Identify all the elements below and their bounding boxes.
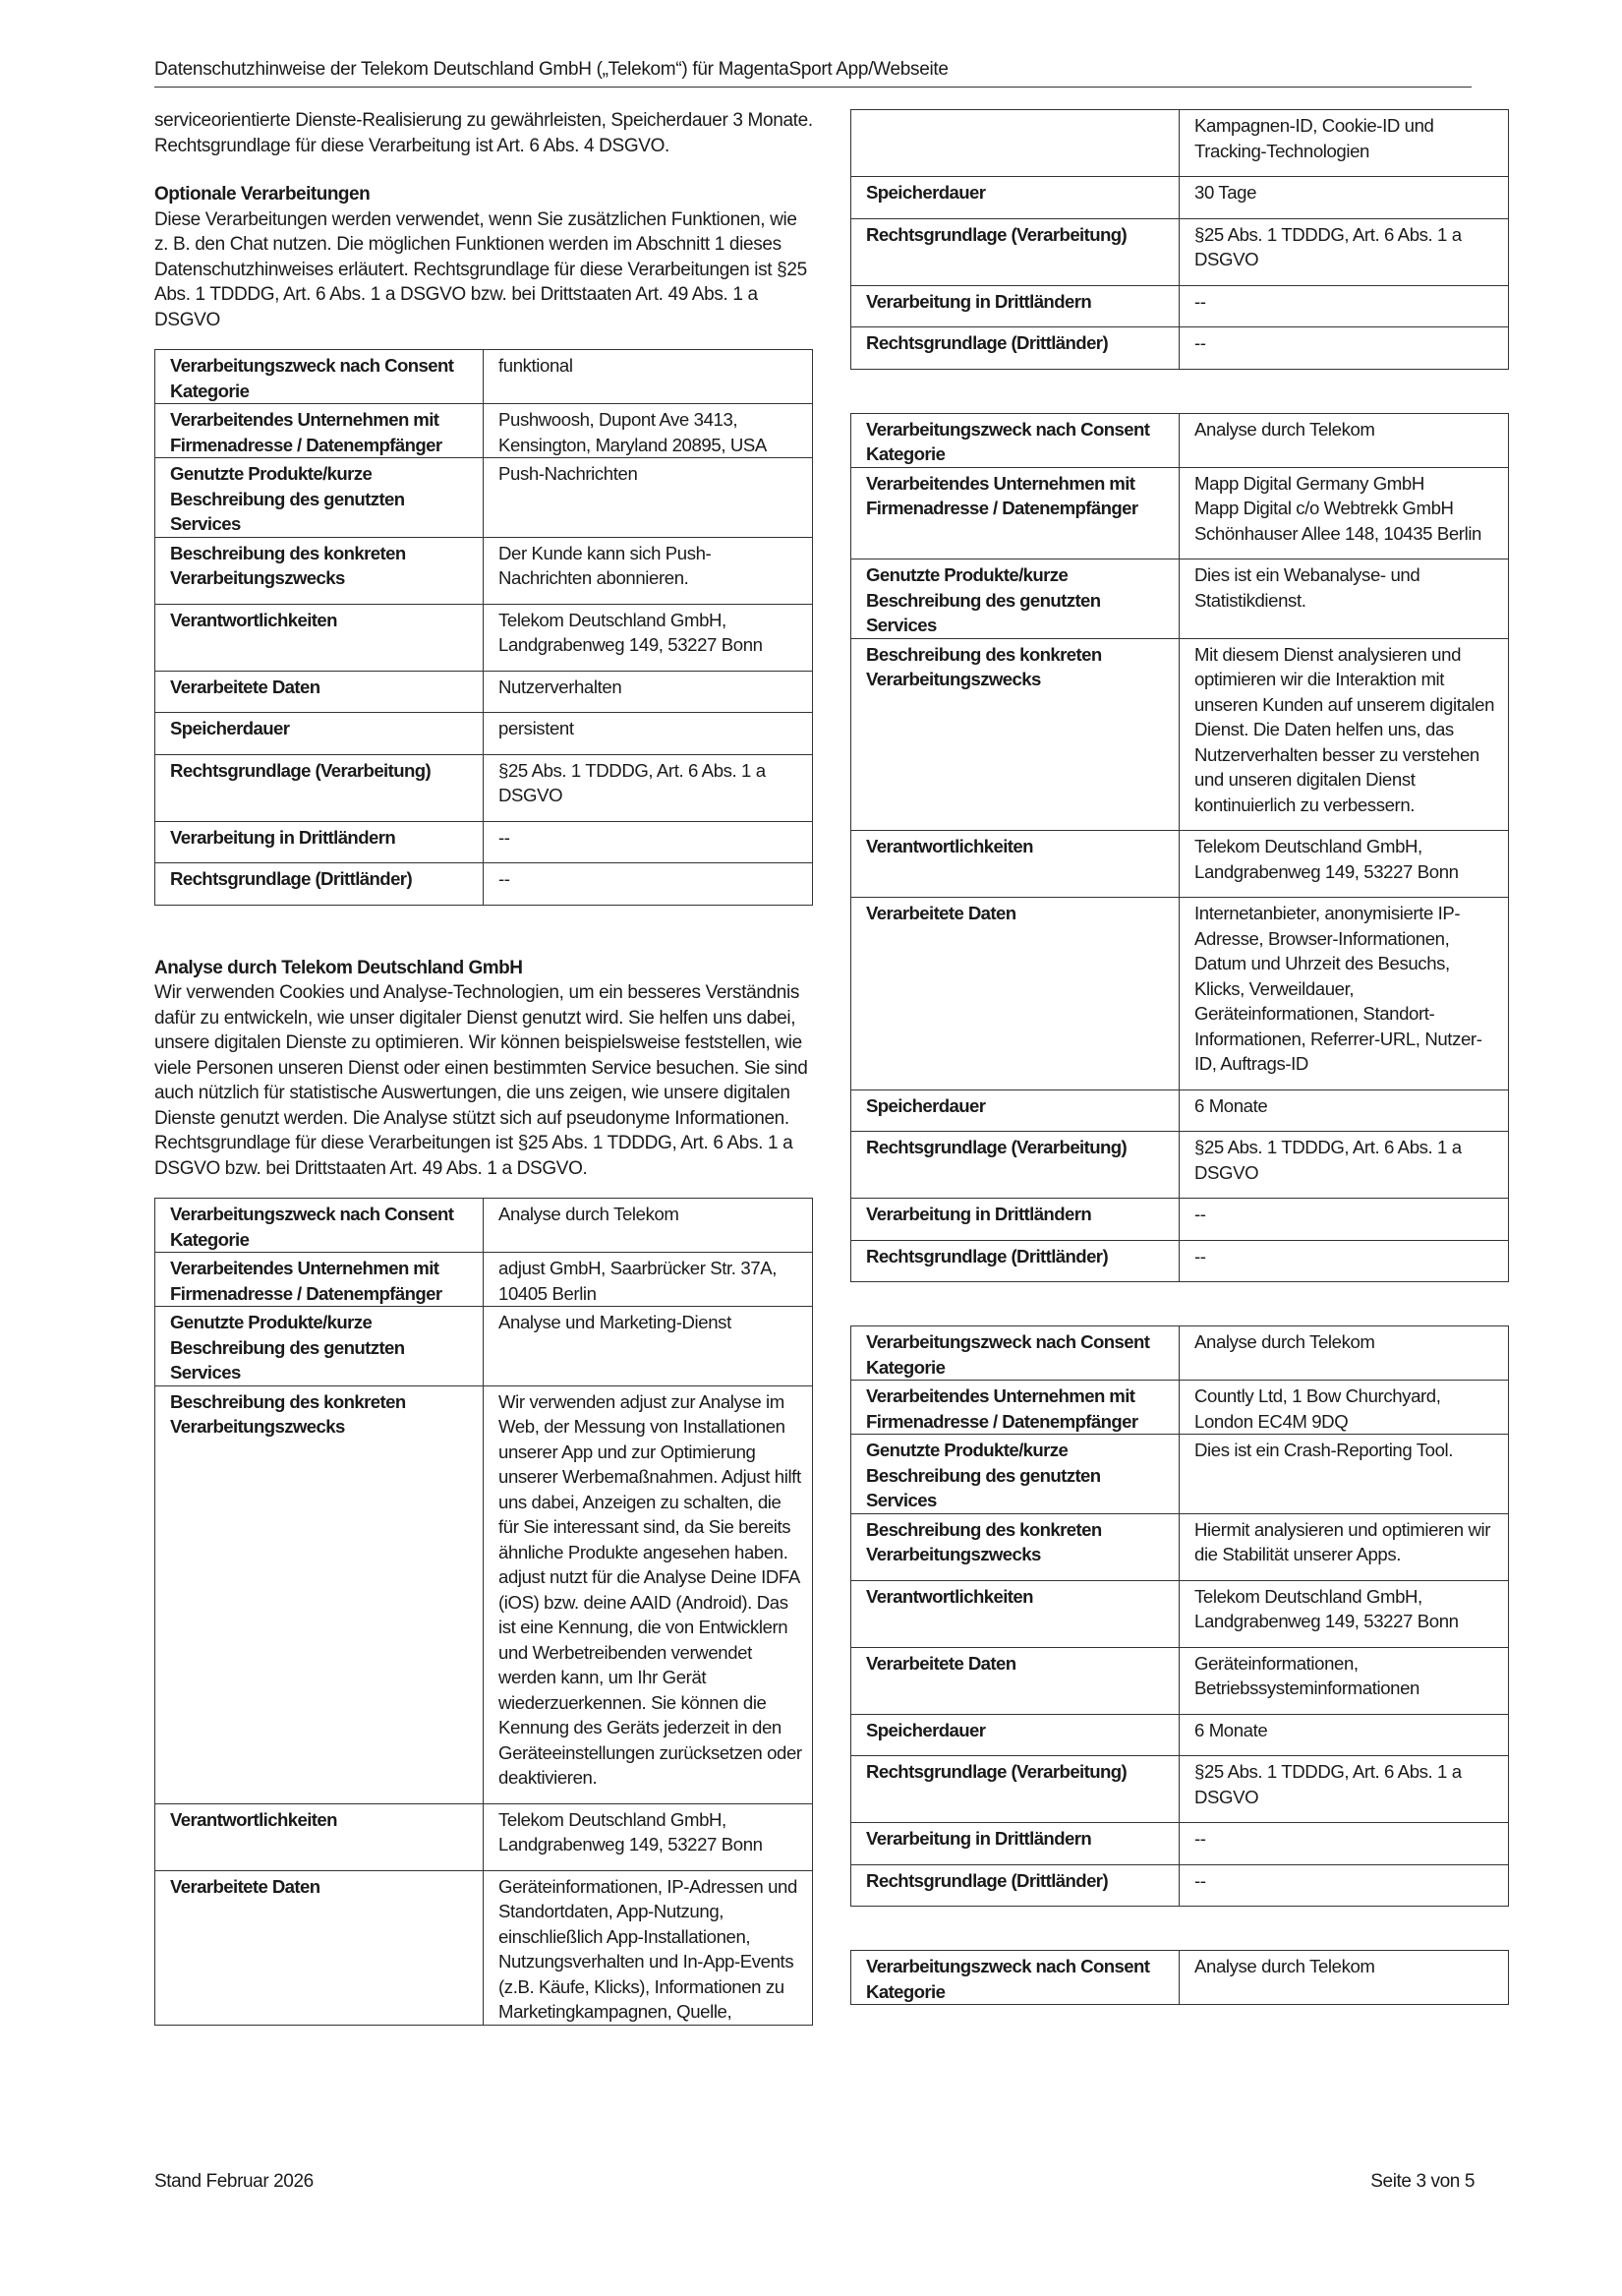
section-heading-analyse: Analyse durch Telekom Deutschland GmbH	[154, 957, 523, 978]
row-label: Verantwortlichkeiten	[155, 604, 484, 671]
row-label: Genutzte Produkte/kurze Beschreibung des genutzten Services	[851, 1435, 1180, 1514]
row-label: Verarbeitungszweck nach Consent Kategorie	[155, 350, 484, 404]
intro-paragraph: serviceorientierte Dienste-Realisierung zu gewährleisten, Speicherdauer 3 Monate. Rechtsgrundlage für diese Verarbeitung ist Art. 6 Abs. 4 DSGVO.	[154, 110, 813, 156]
footer-page-number: Seite 3 von 5	[1370, 2171, 1475, 2192]
table-row	[851, 898, 1509, 1090]
document-title: Datenschutzhinweise der Telekom Deutschland GmbH („Telekom“) für MagentaSport App/Webseite	[154, 59, 949, 80]
section-heading-optional: Optionale Verarbeitungen	[154, 184, 371, 205]
row-label: Rechtsgrundlage (Verarbeitung)	[155, 754, 484, 821]
table-row	[155, 754, 813, 821]
table-next	[850, 1950, 1509, 2005]
row-value: Analyse durch Telekom	[484, 1199, 813, 1253]
row-value: Analyse und Marketing-Dienst	[484, 1307, 813, 1386]
row-label: Beschreibung des konkreten Verarbeitungszwecks	[155, 1385, 484, 1803]
table-row	[851, 327, 1509, 370]
row-label: Genutzte Produkte/kurze Beschreibung des genutzten Services	[155, 458, 484, 538]
table-row	[155, 350, 813, 404]
table-row	[851, 638, 1509, 831]
row-value: 6 Monate	[1180, 1714, 1509, 1756]
analyse-paragraph: Wir verwenden Cookies und Analyse-Technologien, um ein besseres Verständnis dafür zu entwickeln, wie unser digitaler Dienst genutzt wird. Sie helfen uns dabei, unsere digitalen Dienste zu optimieren. Wir können beispielsweise feststellen, wie viele Personen unseren Dienst oder einen bestimmten Service besuchen. Sie sind auch nützlich für statistische Auswertungen, die uns zeigen, wie unsere digitalen Dienste genutzt werden. Die Analyse stützt sich auf pseudonyme Informationen. Rechtsgrundlage für diese Verarbeitungen ist §25 Abs. 1 TDDDG, Art. 6 Abs. 1 a DSGVO bzw. bei Drittstaaten Art. 49 Abs. 1 a DSGVO.	[154, 982, 808, 1179]
table-row	[851, 1326, 1509, 1381]
row-label: Verarbeitungszweck nach Consent Kategorie	[155, 1199, 484, 1253]
row-label: Rechtsgrundlage (Drittländer)	[851, 1240, 1180, 1282]
table-row	[155, 1803, 813, 1870]
row-value: 6 Monate	[1180, 1089, 1509, 1132]
row-value: Telekom Deutschland GmbH, Landgrabenweg 149, 53227 Bonn	[484, 604, 813, 671]
row-label: Verarbeitungszweck nach Consent Kategorie	[851, 1951, 1180, 2005]
row-value: Countly Ltd, 1 Bow Churchyard, London EC4M 9DQ	[1180, 1381, 1509, 1435]
row-label: Verarbeitendes Unternehmen mit Firmenadresse / Datenempfänger	[155, 1253, 484, 1307]
table-row	[851, 1647, 1509, 1714]
table-adjust-continued	[850, 109, 1509, 370]
row-label: Speicherdauer	[851, 177, 1180, 219]
row-value: Dies ist ein Crash-Reporting Tool.	[1180, 1435, 1509, 1514]
row-value: --	[1180, 1864, 1509, 1907]
row-label: Verarbeitendes Unternehmen mit Firmenadresse / Datenempfänger	[851, 467, 1180, 559]
table-row	[851, 1513, 1509, 1580]
row-label: Verarbeitete Daten	[155, 671, 484, 713]
row-label: Rechtsgrundlage (Drittländer)	[851, 327, 1180, 370]
row-label: Verarbeitete Daten	[155, 1870, 484, 2025]
table-row	[851, 467, 1509, 559]
row-value: persistent	[484, 713, 813, 755]
row-value: Telekom Deutschland GmbH, Landgrabenweg 149, 53227 Bonn	[1180, 1580, 1509, 1647]
row-label: Genutzte Produkte/kurze Beschreibung des genutzten Services	[155, 1307, 484, 1386]
table-row	[155, 604, 813, 671]
table-row	[155, 1199, 813, 1253]
table-row	[851, 177, 1509, 219]
row-label: Rechtsgrundlage (Verarbeitung)	[851, 1756, 1180, 1823]
row-value: Push-Nachrichten	[484, 458, 813, 538]
row-label: Genutzte Produkte/kurze Beschreibung des genutzten Services	[851, 559, 1180, 639]
row-label: Beschreibung des konkreten Verarbeitungszwecks	[155, 537, 484, 604]
row-label: Verarbeitung in Drittländern	[851, 1199, 1180, 1241]
row-label: Speicherdauer	[851, 1089, 1180, 1132]
table-row	[851, 1864, 1509, 1907]
row-value: Mit diesem Dienst analysieren und optimieren wir die Interaktion mit unseren Kunden auf unserem digitalen Dienst. Die Daten helfen uns, das Nutzerverhalten besser zu verstehen und unseren digitalen Dienst kontinuierlich zu verbessern.	[1180, 638, 1509, 831]
table-mapp	[850, 413, 1509, 1283]
row-value: --	[1180, 327, 1509, 370]
row-label: Verarbeitete Daten	[851, 898, 1180, 1090]
row-value: --	[484, 863, 813, 906]
table-row	[155, 1870, 813, 2025]
row-label: Verarbeitung in Drittländern	[155, 821, 484, 863]
row-value: --	[1180, 285, 1509, 327]
row-value: Pushwoosh, Dupont Ave 3413, Kensington, Maryland 20895, USA	[484, 404, 813, 458]
table-row	[851, 110, 1509, 177]
table-row	[851, 1951, 1509, 2005]
table-row	[155, 863, 813, 906]
row-value: Analyse durch Telekom	[1180, 1326, 1509, 1381]
table-row	[155, 404, 813, 458]
row-value: Mapp Digital Germany GmbH Mapp Digital c/o Webtrekk GmbH Schönhauser Allee 148, 10435 Berlin	[1180, 467, 1509, 559]
table-row	[851, 1089, 1509, 1132]
row-label: Beschreibung des konkreten Verarbeitungszwecks	[851, 1513, 1180, 1580]
row-value: Internetanbieter, anonymisierte IP-Adresse, Browser-Informationen, Datum und Uhrzeit des Besuchs, Klicks, Verweildauer, Geräteinformationen, Standort-Informationen, Referrer-URL, Nutzer-ID, Auftrags-ID	[1180, 898, 1509, 1090]
table-row	[851, 1756, 1509, 1823]
table-row	[155, 1307, 813, 1386]
table-row	[851, 831, 1509, 898]
table-row	[851, 218, 1509, 285]
row-label: Speicherdauer	[155, 713, 484, 755]
table-row	[851, 285, 1509, 327]
row-value: Geräteinformationen, IP-Adressen und Standortdaten, App-Nutzung, einschließlich App-Installationen, Nutzungsverhalten und In-App-Events (z.B. Käufe, Klicks), Informationen zu Marketingkampagnen, Quelle,	[484, 1870, 813, 2025]
table-row	[851, 413, 1509, 467]
row-label: Verarbeitungszweck nach Consent Kategorie	[851, 1326, 1180, 1381]
row-value: §25 Abs. 1 TDDDG, Art. 6 Abs. 1 a DSGVO	[1180, 218, 1509, 285]
row-label	[851, 110, 1180, 177]
row-value: --	[1180, 1199, 1509, 1241]
row-value: Der Kunde kann sich Push-Nachrichten abonnieren.	[484, 537, 813, 604]
table-adjust	[154, 1198, 813, 2026]
row-label: Verarbeitendes Unternehmen mit Firmenadresse / Datenempfänger	[155, 404, 484, 458]
row-value: Hiermit analysieren und optimieren wir die Stabilität unserer Apps.	[1180, 1513, 1509, 1580]
table-row	[851, 1714, 1509, 1756]
row-label: Speicherdauer	[851, 1714, 1180, 1756]
row-value: Dies ist ein Webanalyse- und Statistikdienst.	[1180, 559, 1509, 639]
row-label: Beschreibung des konkreten Verarbeitungszwecks	[851, 638, 1180, 831]
row-value: Telekom Deutschland GmbH, Landgrabenweg 149, 53227 Bonn	[1180, 831, 1509, 898]
table-row	[851, 1199, 1509, 1241]
row-value: Geräteinformationen, Betriebssysteminformationen	[1180, 1647, 1509, 1714]
row-label: Verarbeitete Daten	[851, 1647, 1180, 1714]
table-row	[155, 1253, 813, 1307]
table-row	[851, 1240, 1509, 1282]
row-value: adjust GmbH, Saarbrücker Str. 37A, 10405 Berlin	[484, 1253, 813, 1307]
table-row	[155, 821, 813, 863]
table-row	[851, 1381, 1509, 1435]
row-value: funktional	[484, 350, 813, 404]
row-value: 30 Tage	[1180, 177, 1509, 219]
table-row	[851, 1580, 1509, 1647]
row-label: Verantwortlichkeiten	[155, 1803, 484, 1870]
footer-date: Stand Februar 2026	[154, 2171, 314, 2192]
table-row	[155, 713, 813, 755]
page-header	[154, 57, 1472, 88]
row-value: Analyse durch Telekom	[1180, 1951, 1509, 2005]
row-value: Kampagnen-ID, Cookie-ID und Tracking-Technologien	[1180, 110, 1509, 177]
table-row	[155, 1385, 813, 1803]
table-pushwoosh	[154, 349, 813, 906]
table-row	[155, 458, 813, 538]
table-row	[851, 1132, 1509, 1199]
optional-paragraph: Diese Verarbeitungen werden verwendet, wenn Sie zusätzlichen Funktionen, wie z. B. den Chat nutzen. Die möglichen Funktionen werden im Abschnitt 1 dieses Datenschutzhinweises erläutert. Rechtsgrundlage für diese Verarbeitungen ist §25 Abs. 1 TDDDG, Art. 6 Abs. 1 a DSGVO bzw. bei Drittstaaten Art. 49 Abs. 1 a DSGVO	[154, 208, 807, 330]
row-value: Wir verwenden adjust zur Analyse im Web, der Messung von Installationen unserer App und zur Optimierung unserer Werbemaßnahmen. Adjust hilft uns dabei, Anzeigen zu schalten, die für Sie interessant sind, da Sie bereits ähnliche Produkte angesehen haben. adjust nutzt für die Analyse Deine IDFA (iOS) bzw. deine AAID (Android). Das ist eine Kennung, die von Entwicklern und Werbetreibenden verwendet werden kann, um Ihr Gerät wiederzuerkennen. Sie können die Kennung des Geräts jederzeit in den Geräteeinstellungen zurücksetzen oder deaktivieren.	[484, 1385, 813, 1803]
row-label: Verarbeitung in Drittländern	[851, 285, 1180, 327]
row-value: Analyse durch Telekom	[1180, 413, 1509, 467]
row-label: Verarbeitung in Drittländern	[851, 1823, 1180, 1865]
table-row	[851, 1823, 1509, 1865]
right-column	[850, 109, 1509, 2005]
table-row	[851, 559, 1509, 639]
row-value: Nutzerverhalten	[484, 671, 813, 713]
row-value: Telekom Deutschland GmbH, Landgrabenweg 149, 53227 Bonn	[484, 1803, 813, 1870]
row-label: Rechtsgrundlage (Verarbeitung)	[851, 218, 1180, 285]
row-label: Rechtsgrundlage (Drittländer)	[155, 863, 484, 906]
left-column	[154, 108, 813, 2026]
row-label: Verarbeitendes Unternehmen mit Firmenadresse / Datenempfänger	[851, 1381, 1180, 1435]
row-value: §25 Abs. 1 TDDDG, Art. 6 Abs. 1 a DSGVO	[484, 754, 813, 821]
row-value: §25 Abs. 1 TDDDG, Art. 6 Abs. 1 a DSGVO	[1180, 1756, 1509, 1823]
row-label: Verantwortlichkeiten	[851, 1580, 1180, 1647]
row-value: §25 Abs. 1 TDDDG, Art. 6 Abs. 1 a DSGVO	[1180, 1132, 1509, 1199]
row-label: Rechtsgrundlage (Verarbeitung)	[851, 1132, 1180, 1199]
table-row	[155, 537, 813, 604]
table-row	[851, 1435, 1509, 1514]
row-value: --	[1180, 1240, 1509, 1282]
row-label: Verantwortlichkeiten	[851, 831, 1180, 898]
table-countly	[850, 1325, 1509, 1907]
table-row	[155, 671, 813, 713]
row-label: Verarbeitungszweck nach Consent Kategorie	[851, 413, 1180, 467]
row-value: --	[1180, 1823, 1509, 1865]
row-value: --	[484, 821, 813, 863]
row-label: Rechtsgrundlage (Drittländer)	[851, 1864, 1180, 1907]
